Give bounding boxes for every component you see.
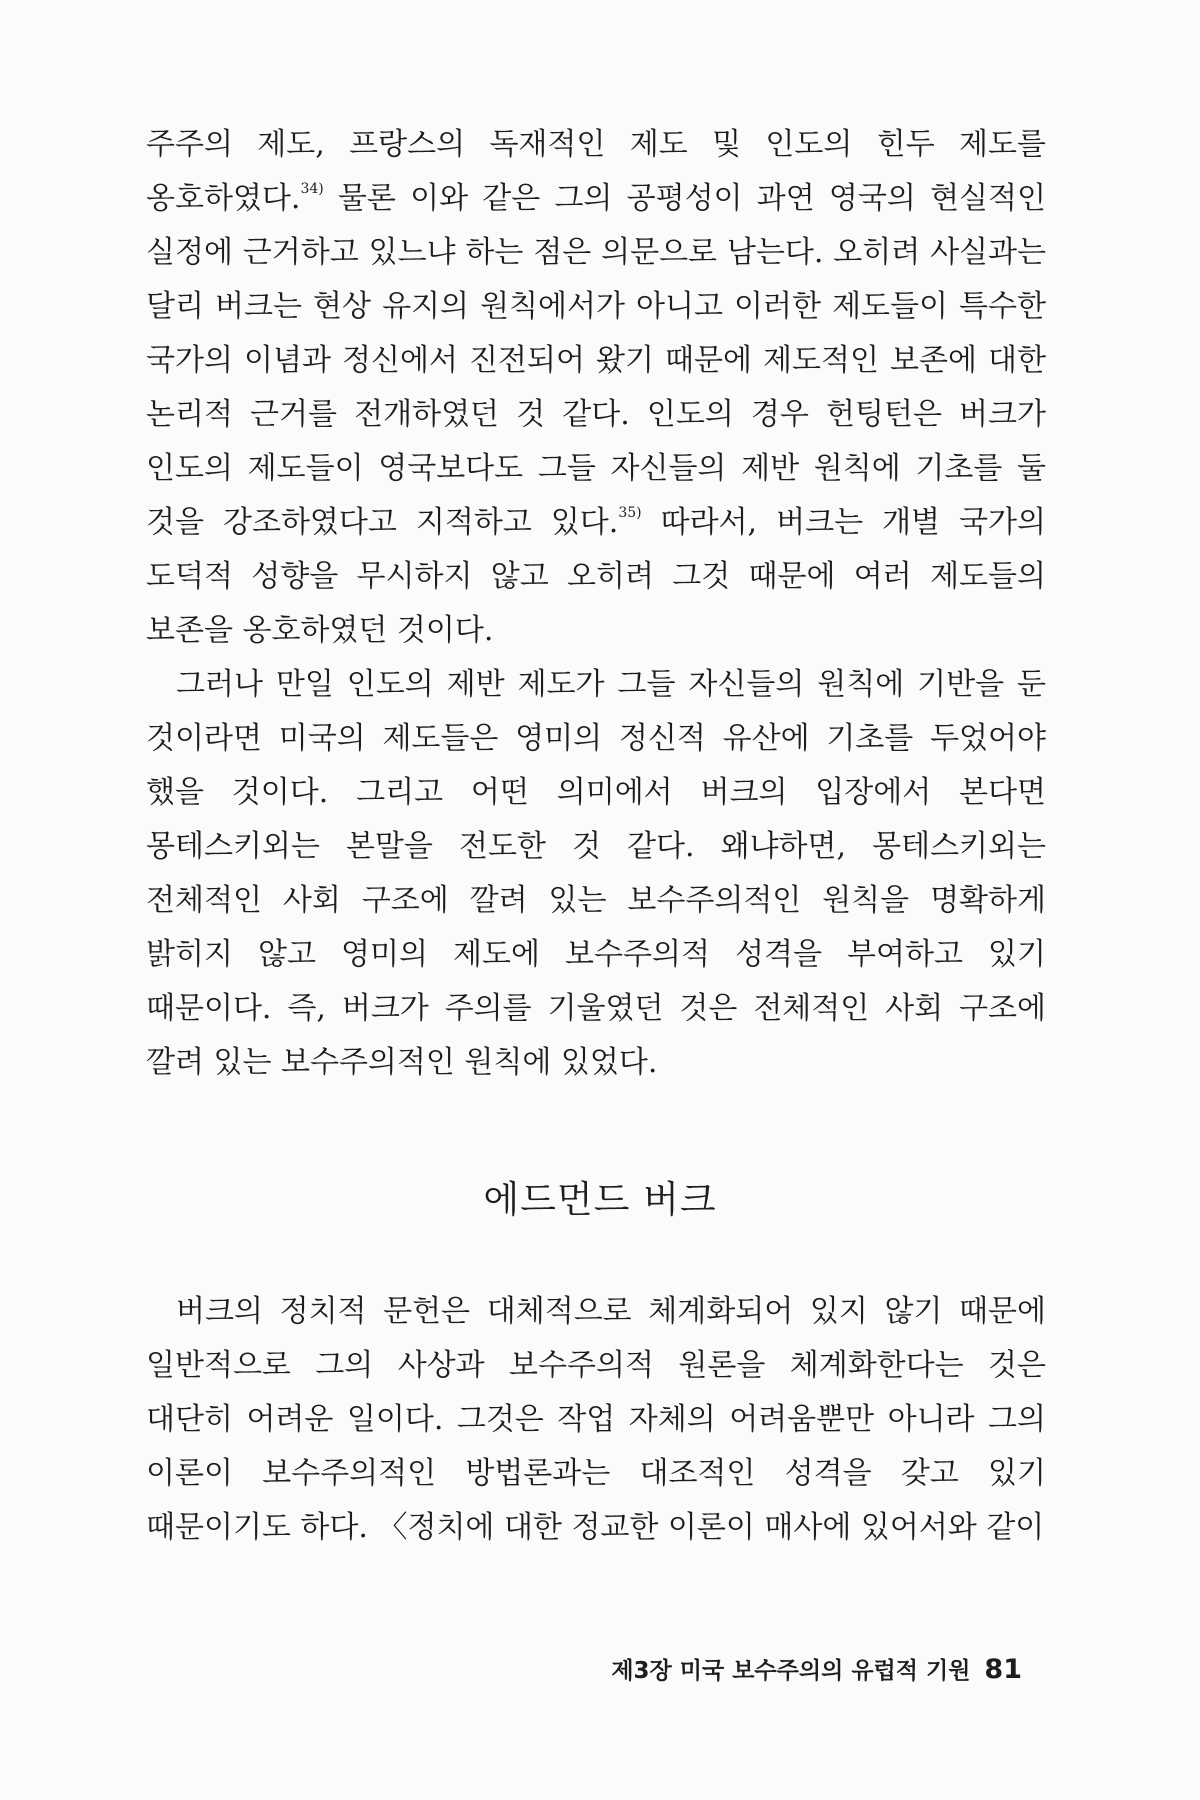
paragraph-2: 그러나 만일 인도의 제반 제도가 그들 자신들의 원칙에 기반을 둔 것이라면 미국의 제도들은 영미의 정신적 유산에 기초를 두었어야 했을 것이다. 그리고 어떤 의미에서 버크의 입장에서 본다면 몽테스키외는 본말을 전도한 것 같다. 왜냐하면, 몽테스키외는 전체적인 사회 구조에 깔려 있는 보수주의적인 원칙을 명확하게 밝히지 않고 영미의 제도에 보수주의적 성격을 부여하고 있기 때문이다. 즉, 버크가 주의를 기울였던 것은 전체적인 사회 구조에 깔려 있는 보수주의적인 원칙에 있었다. (146, 667, 1046, 1080)
footnote-ref-34: 34) (300, 181, 324, 197)
body-text-section (146, 1285, 1046, 1555)
paragraph-1 (146, 118, 1046, 658)
running-title: 제3장 미국 보수주의의 유럽적 기원 (611, 1658, 971, 1684)
body-text-top (146, 118, 1046, 1090)
page-number: 81 (984, 1654, 1022, 1685)
paragraph-1-text-a: 주주의 제도, 프랑스의 독재적인 제도 및 인도의 힌두 제도를 옹호하였다. (146, 127, 1046, 216)
paragraph-1-text-b: 물론 이와 같은 그의 공평성이 과연 영국의 현실적인 실정에 근거하고 있느냐 하는 점은 의문으로 남는다. 오히려 사실과는 달리 버크는 현상 유지의 원칙에서가 아니고 이러한 제도들이 특수한 국가의 이념과 정신에서 진전되어 왔기 때문에 제도적인 보존에 대한 논리적 근거를 전개하였던 것 같다. 인도의 경우 헌팅턴은 버크가 인도의 제도들이 영국보다도 그들 자신들의 제반 원칙에 기초를 둘 것을 강조하였다고 지적하고 있다. (146, 181, 1046, 540)
paragraph-1-text-c: 따라서, 버크는 개별 국가의 도덕적 성향을 무시하지 않고 오히려 그것 때문에 여러 제도들의 보존을 옹호하였던 것이다. (146, 505, 1046, 648)
section-heading: 에드먼드 버크 (483, 1178, 717, 1221)
section-paragraph-1: 버크의 정치적 문헌은 대체적으로 체계화되어 있지 않기 때문에 일반적으로 그의 사상과 보수주의적 원론을 체계화한다는 것은 대단히 어려운 일이다. 그것은 작업 자체의 어려움뿐만 아니라 그의 이론이 보수주의적인 방법론과는 대조적인 성격을 갖고 있기 때문이기도 하다. 〈정치에 대한 정교한 이론이 매사에 있어서와 같이 (146, 1294, 1046, 1545)
footnote-ref-35: 35) (618, 505, 642, 521)
page-footer (611, 1650, 1022, 1691)
